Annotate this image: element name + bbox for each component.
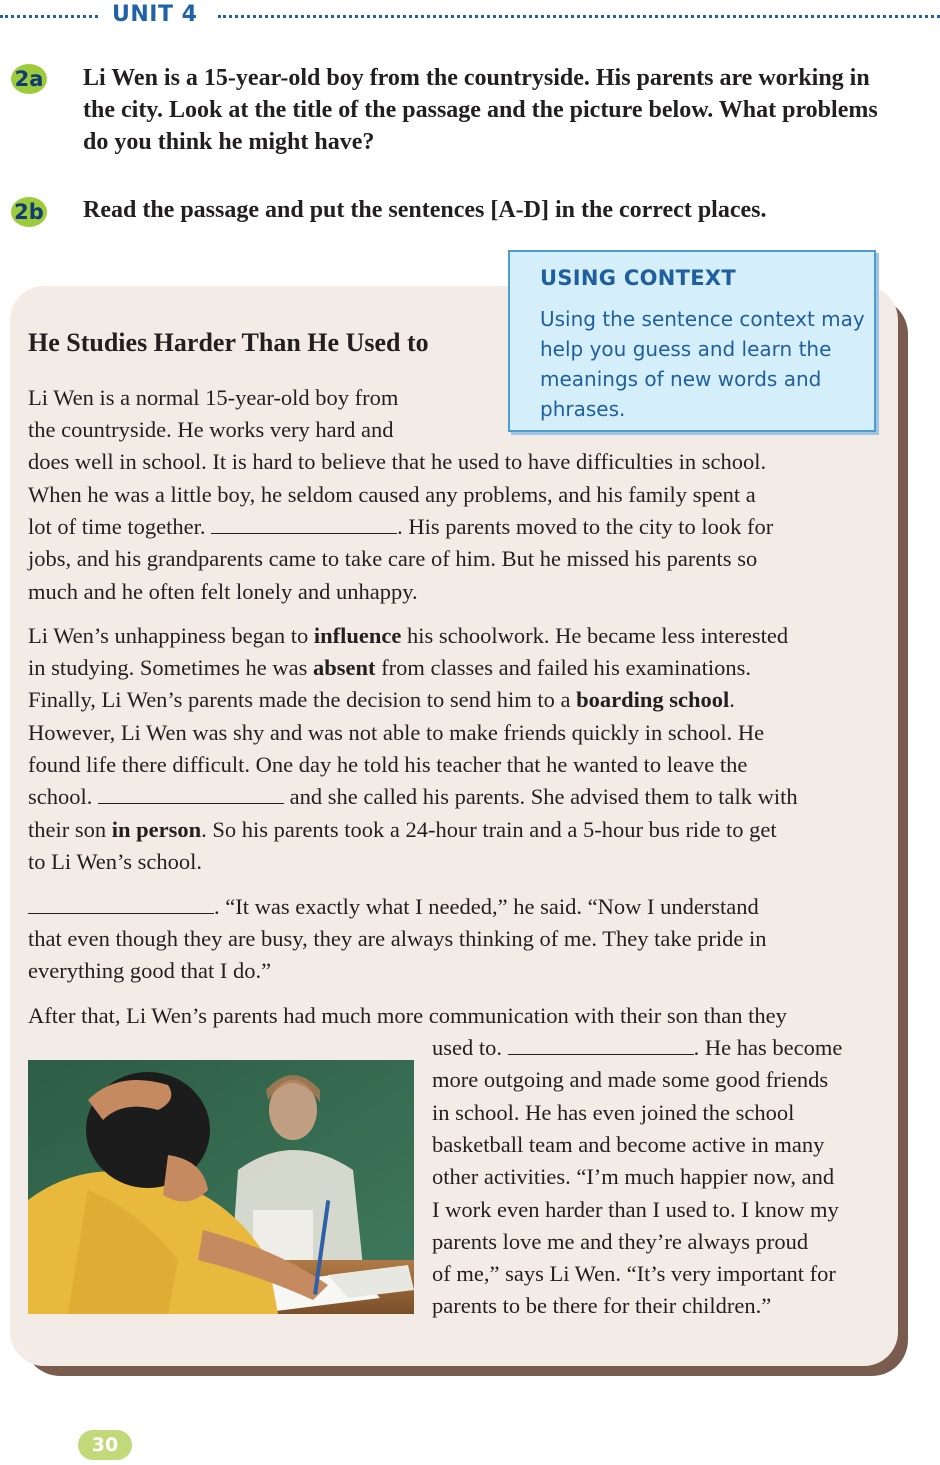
tip-body: Using the sentence context may help you guess and learn the meanings of new words and phrases. <box>540 307 865 421</box>
answer-blank-2[interactable] <box>98 783 284 804</box>
classroom-photo <box>28 1060 414 1314</box>
passage-line <box>28 781 798 813</box>
key-word-in-person: in person <box>111 817 202 842</box>
passage-text: and she called his parents. She advised them to talk with <box>289 784 798 809</box>
passage-text: lot of time together. <box>28 514 206 539</box>
key-word-influence: influence <box>313 623 402 648</box>
passage-line: more outgoing and made some good friends <box>432 1067 829 1092</box>
passage-line <box>28 891 759 923</box>
passage-line <box>28 511 773 543</box>
passage-line: the countryside. He works very hard and <box>28 417 394 442</box>
activity-badge-2b: 2b <box>11 197 47 227</box>
passage-line: to Li Wen’s school. <box>28 849 203 874</box>
answer-blank-4[interactable] <box>508 1034 694 1055</box>
unit-title: UNIT 4 <box>112 2 198 27</box>
passage-line: in school. He has even joined the school <box>432 1100 795 1125</box>
passage-line: of me,” says Li Wen. “It’s very important for <box>432 1261 836 1286</box>
passage-text: from classes and failed his examinations. <box>381 655 752 680</box>
passage-text: . His parents moved to the city to look for <box>397 514 774 539</box>
passage-line: jobs, and his grandparents came to take care of him. But he missed his parents so <box>28 546 758 571</box>
passage-line: everything good that I do.” <box>28 958 272 983</box>
key-word-absent: absent <box>313 655 376 680</box>
activity-2a-instruction: Li Wen is a 15-year-old boy from the countryside. His parents are working in the city. Look at the title of the passage and the picture below. What problems do you think he might have? <box>83 65 878 155</box>
passage-text: Finally, Li Wen’s parents made the decision to send him to a <box>28 687 571 712</box>
passage-line <box>28 684 735 716</box>
passage-text: his schoolwork. He became less interested <box>406 623 789 648</box>
passage-text: their son <box>28 817 107 842</box>
passage-line: does well in school. It is hard to believe that he used to have difficulties in school. <box>28 449 767 474</box>
passage-text: school. <box>28 784 93 809</box>
passage-line: found life there difficult. One day he told his teacher that he wanted to leave the <box>28 752 748 777</box>
passage-title: He Studies Harder Than He Used to <box>28 328 429 357</box>
using-context-tip <box>508 250 876 432</box>
header-dots-right <box>218 15 940 18</box>
passage-line: After that, Li Wen’s parents had much more communication with their son than they <box>28 1003 787 1028</box>
page-number: 30 <box>78 1430 132 1460</box>
passage-text: . <box>729 687 735 712</box>
passage-line: However, Li Wen was shy and was not able to make friends quickly in school. He <box>28 720 765 745</box>
activity-badge-2a: 2a <box>11 64 47 94</box>
passage-text: . So his parents took a 24-hour train and a 5-hour bus ride to get <box>201 817 777 842</box>
passage-line <box>432 1032 842 1064</box>
passage-text: . “It was exactly what I needed,” he said. “Now I understand <box>214 894 759 919</box>
passage-text: in studying. Sometimes he was <box>28 655 308 680</box>
passage-line <box>28 652 751 684</box>
passage-line: much and he often felt lonely and unhappy. <box>28 579 418 604</box>
passage-line: that even though they are busy, they are always thinking of me. They take pride in <box>28 926 767 951</box>
passage-line: parents to be there for their children.” <box>432 1293 772 1318</box>
passage-line <box>28 620 788 652</box>
passage-line: other activities. “I’m much happier now, and <box>432 1164 835 1189</box>
passage-line: When he was a little boy, he seldom caused any problems, and his family spent a <box>28 482 756 507</box>
header-dots-left <box>0 15 98 18</box>
passage-text: used to. <box>432 1035 502 1060</box>
answer-blank-1[interactable] <box>211 513 397 534</box>
passage-line: I work even harder than I used to. I know my <box>432 1197 839 1222</box>
passage-text: Li Wen’s unhappiness began to <box>28 623 309 648</box>
passage-text: . He has become <box>693 1035 843 1060</box>
passage-line: parents love me and they’re always proud <box>432 1229 809 1254</box>
passage-line <box>28 814 777 846</box>
passage-line: basketball team and become active in many <box>432 1132 825 1157</box>
key-word-boarding-school: boarding school <box>576 687 730 712</box>
answer-blank-3[interactable] <box>28 893 214 914</box>
passage-line: Li Wen is a normal 15-year-old boy from <box>28 385 399 410</box>
activity-2b-instruction: Read the passage and put the sentences [A-D] in the correct places. <box>83 197 767 223</box>
classroom-illustration <box>28 1060 414 1314</box>
tip-title: USING CONTEXT <box>540 266 737 290</box>
